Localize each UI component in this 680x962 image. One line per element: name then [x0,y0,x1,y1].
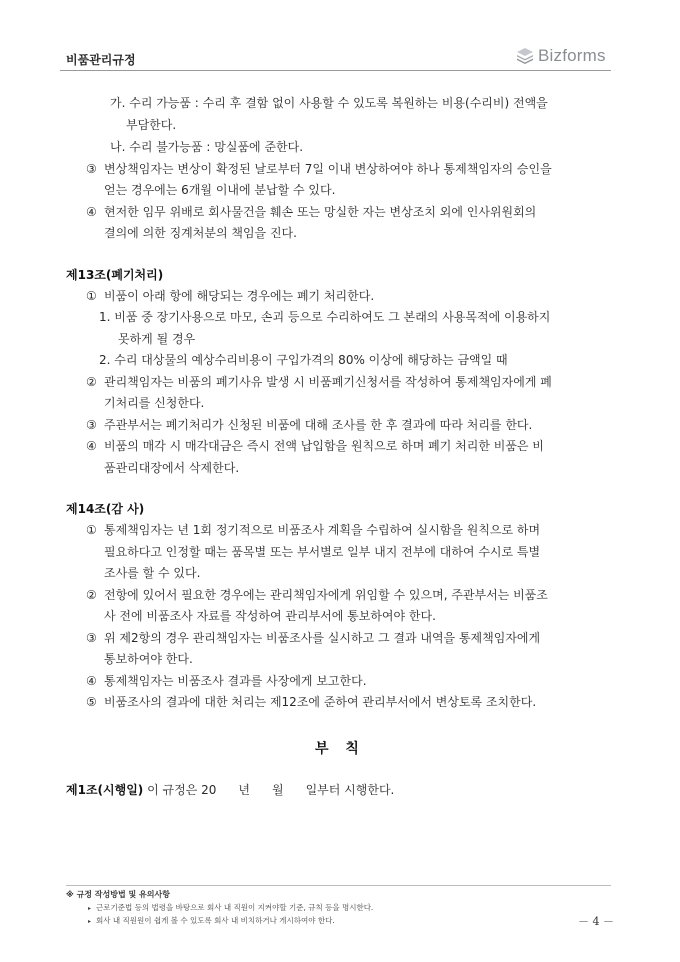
list-item: 기처리를 신청한다. [104,396,205,410]
year-label: 년 [238,783,250,797]
list-item: 가. 수리 가능품 : 수리 후 결함 없이 사용할 수 있도록 복원하는 비용(수리비) 전액을 [110,96,548,110]
page-number: － 4 － [578,915,614,928]
clause-text: 이 규정은 20 [147,783,217,797]
list-item: ② 전항에 있어서 필요한 경우에는 관리책임자에게 위임할 수 있으며, 주관부서는 비품조 [86,588,548,602]
item-marker: ② [86,588,97,602]
list-item: 결의에 의한 징계처분의 책임을 진다. [104,226,297,240]
footer-note: ▸ 회사 내 직원원이 쉽게 볼 수 있도록 회사 내 비치하거나 게시하여야 한다. [88,916,335,925]
item-marker: ③ [86,418,97,432]
supplement-title: 부 칙 [315,741,365,757]
month-label: 월 [271,783,284,797]
item-marker: ② [86,375,97,389]
list-item: 1. 비품 중 장기사용으로 마모, 손괴 등으로 수리하여도 그 본래의 사용목적에 이용하지 [99,310,551,324]
effective-date-clause [66,782,394,798]
list-item: ⑤ 비품조사의 결과에 대한 처리는 제12조에 준하여 관리부서에서 변상토록 조치한다. [86,695,537,709]
right-triangle-icon: ▸ [88,905,92,912]
list-item: ③ 주관부서는 폐기처리가 신청된 비품에 대해 조사를 한 후 결과에 따라 처리를 한다. [86,418,533,432]
footer-note: ▸ 근로기준법 등의 법령을 바탕으로 회사 내 직원이 지켜야할 기준, 규칙 등을 명시한다. [88,903,374,912]
article-13-heading: 제13조(폐기처리) [66,268,164,282]
list-item: ③ 변상책임자는 변상이 확정된 날로부터 7일 이내 변상하여야 하나 통제책임자의 승인을 [86,162,552,176]
item-marker: ③ [86,631,97,645]
document-title: 비품관리규정 [66,53,136,67]
list-item: 2. 수리 대상물의 예상수리비용이 구입가격의 80% 이상에 해당하는 금액일 때 [99,353,508,367]
list-item: 나. 수리 불가능품 : 망실품에 준한다. [110,140,304,154]
item-marker: ④ [86,205,97,219]
list-item: ④ 통제책임자는 비품조사 결과를 사장에게 보고한다. [86,674,367,688]
list-item: ① 비품이 아래 항에 해당되는 경우에는 폐기 처리한다. [86,289,375,303]
list-item: 부담한다. [126,118,177,132]
item-marker: ① [86,523,97,537]
list-item: 필요하다고 인정할 때는 품목별 또는 부서별로 일부 내지 전부에 대하여 수시로 특별 [104,545,541,559]
header-divider [60,70,611,71]
supplement-article-heading: 제1조(시행일) [66,783,144,797]
item-marker: ④ [86,674,97,688]
brand-logo [516,46,606,66]
list-item: ② 관리책임자는 비품의 폐기사유 발생 시 비품폐기신청서를 작성하여 통제책임자에게 폐 [86,375,552,389]
list-item: 조사를 할 수 있다. [104,566,201,580]
list-item: 얻는 경우에는 6개월 이내에 분납할 수 있다. [104,183,336,197]
article-14-heading: 제14조(감 사) [66,502,145,516]
list-item: ③ 위 제2항의 경우 관리책임자는 비품조사를 실시하고 그 결과 내역을 통제책임자에게 [86,631,541,645]
list-item: 통보하여야 한다. [104,652,193,666]
list-item: ① 통제책임자는 년 1회 정기적으로 비품조사 계획을 수립하여 실시함을 원칙으로 하며 [86,523,541,537]
footer-title: ※ 규정 작성방법 및 유의사항 [66,890,170,899]
item-marker: ③ [86,162,97,176]
list-item: 사 전에 비품조사 자료를 작성하여 관리부서에 통보하여야 한다. [104,609,436,623]
item-marker: ⑤ [86,695,97,709]
list-item: ④ 현저한 임무 위배로 회사물건을 훼손 또는 망실한 자는 변상조치 외에 인사위원회의 [86,205,537,219]
item-marker: ④ [86,439,97,453]
item-marker: ① [86,289,97,303]
right-triangle-icon: ▸ [88,918,92,925]
list-item: ④ 비품의 매각 시 매각대금은 즉시 전액 납입함을 원칙으로 하며 폐기 처리한 비품은 비 [86,439,544,453]
list-item: 못하게 될 경우 [118,332,196,346]
footer-divider [66,885,611,886]
brand-name: Bizforms [538,46,606,65]
stacked-layers-icon [516,47,534,65]
clause-text-end: 일부터 시행한다. [305,783,395,797]
list-item: 품관리대장에서 삭제한다. [104,461,240,475]
